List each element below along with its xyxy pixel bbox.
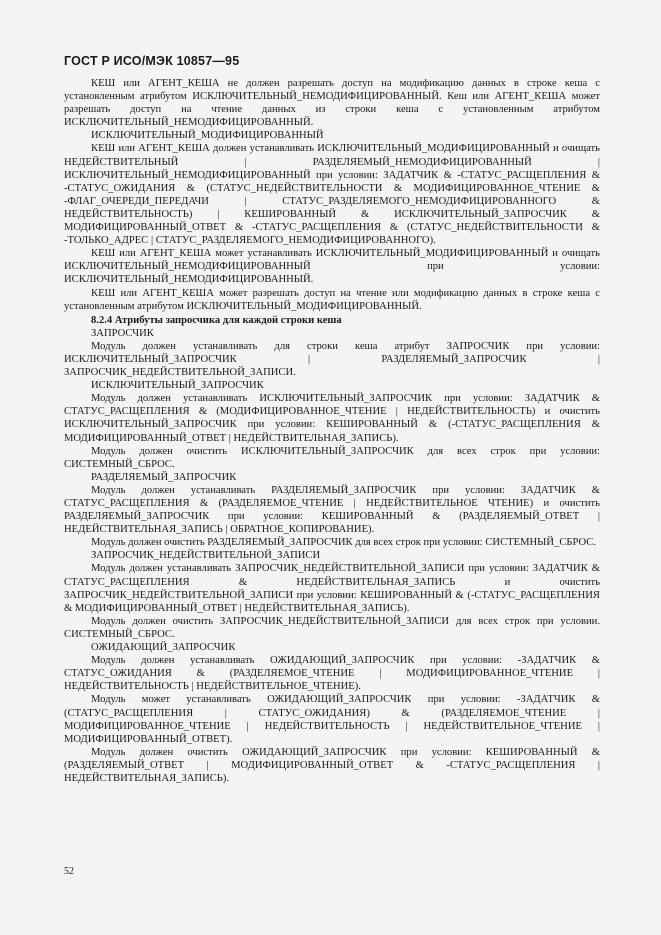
subheading: РАЗДЕЛЯЕМЫЙ_ЗАПРОСЧИК bbox=[91, 471, 237, 483]
paragraph: Модуль должен устанавливать РАЗДЕЛЯЕМЫЙ_ЗАПРОСЧИК при условии: ЗАДАТЧИК & СТАТУС_РАСЩЕПЛЕНИЯ & (РАЗДЕЛЯЕМОЕ_ЧТЕНИЕ | НЕДЕЙСТВИТЕЛЬНОЕ ЧТЕНИЕ) и очистить РАЗДЕЛЯЕМЫЙ_ЗАПРОСЧИК при условии: КЕШИРОВАННЫЙ & (РАЗДЕЛЯЕМЫЙ_ОТВЕТ | НЕДЕЙСТВИТЕЛЬНАЯ_ЗАПИСЬ | ОБРАТНОЕ_КОПИРОВАНИЕ). bbox=[64, 484, 600, 536]
paragraph: Модуль должен устанавливать ЗАПРОСЧИК_НЕДЕЙСТВИТЕЛЬНОЙ_ЗАПИСИ при условии: ЗАДАТЧИК & СТАТУС_РАСЩЕПЛЕНИЯ & НЕДЕЙСТВИТЕЛЬНАЯ_ЗАПИСЬ и очистить ЗАПРОСЧИК_НЕДЕЙСТВИТЕЛЬНОЙ_ЗАПИСИ при условии: КЕШИРОВАННЫЙ & (-СТАТУС_РАСЩЕПЛЕНИЯ & МОДИФИЦИРОВАННЫЙ_ОТВЕТ | НЕДЕЙСТВИТЕЛЬНАЯ_ЗАПИСЬ). bbox=[64, 563, 600, 614]
page-header: ГОСТ Р ИСО/МЭК 10857—95 bbox=[64, 54, 240, 68]
page-number: 52 bbox=[64, 866, 74, 877]
subheading: ИСКЛЮЧИТЕЛЬНЫЙ_ЗАПРОСЧИК bbox=[91, 380, 264, 392]
paragraph: Модуль должен устанавливать ОЖИДАЮЩИЙ_ЗАПРОСЧИК при условии: -ЗАДАТЧИК & СТАТУС_ОЖИДАНИЯ & (РАЗДЕЛЯЕМОЕ_ЧТЕНИЕ | МОДИФИЦИРОВАННОЕ_ЧТЕНИЕ | НЕДЕЙСТВИТЕЛЬНОСТЬ | НЕДЕЙСТВИТЕЛЬНОЕ_ЧТЕНИЕ). bbox=[64, 655, 600, 693]
subheading: ЗАПРОСЧИК_НЕДЕЙСТВИТЕЛЬНОЙ_ЗАПИСИ bbox=[91, 550, 321, 562]
paragraph: Модуль должен очистить ИСКЛЮЧИТЕЛЬНЫЙ_ЗАПРОСЧИК для всех строк при условии: СИСТЕМНЫЙ_СБРОС. bbox=[64, 445, 600, 470]
document-body bbox=[64, 77, 600, 785]
paragraph: Модуль должен очистить ЗАПРОСЧИК_НЕДЕЙСТВИТЕЛЬНОЙ_ЗАПИСИ для всех строк при условии. СИСТЕМНЫЙ_СБРОС. bbox=[64, 615, 600, 640]
section-heading: 8.2.4 Атрибуты запросчика для каждой строки кеша bbox=[91, 314, 342, 326]
subheading: ОЖИДАЮЩИЙ_ЗАПРОСЧИК bbox=[91, 642, 236, 654]
subheading: ИСКЛЮЧИТЕЛЬНЫЙ_МОДИФИЦИРОВАННЫЙ bbox=[91, 130, 324, 142]
paragraph: КЕШ или АГЕНТ_КЕША может разрешать доступ на чтение или модификацию данных в строке кеша с установленным атрибутом ИСКЛЮЧИТЕЛЬНЫЙ_МОДИФИЦИРОВАННЫЙ. bbox=[64, 287, 600, 312]
paragraph: КЕШ или АГЕНТ_КЕША не должен разрешать доступ на модификацию данных в строке кеша с установленным атрибутом ИСКЛЮЧИТЕЛЬНЫЙ_НЕМОДИФИЦИРОВАННЫЙ. Кеш или АГЕНТ_КЕША может разрешать доступ на чтение данных из строки кеша с установленным атрибутом ИСКЛЮЧИТЕЛЬНЫЙ_НЕМОДИФИЦИРОВАННЫЙ. bbox=[64, 78, 600, 129]
paragraph: КЕШ или АГЕНТ_КЕША может устанавливать ИСКЛЮЧИТЕЛЬНЫЙ_МОДИФИЦИРОВАННЫЙ и очищать ИСКЛЮЧИТЕЛЬНЫЙ_НЕМОДИФИЦИРОВАННЫЙ при условии: ИСКЛЮЧИТЕЛЬНЫЙ_НЕМОДИФИЦИРОВАННЫЙ. bbox=[64, 248, 600, 286]
paragraph: Модуль должен устанавливать ИСКЛЮЧИТЕЛЬНЫЙ_ЗАПРОСЧИК при условии: ЗАДАТЧИК & СТАТУС_РАСЩЕПЛЕНИЯ & (МОДИФИЦИРОВАННОЕ_ЧТЕНИЕ | НЕДЕЙСТВИТЕЛЬНОСТЬ) и очистить ИСКЛЮЧИТЕЛЬНЫЙ_ЗАПРОСЧИК при условии: КЕШИРОВАННЫЙ & (-СТАТУС_РАСЩЕПЛЕНИЯ & МОДИФИЦИРОВАННЫЙ_ОТВЕТ | НЕДЕЙСТВИТЕЛЬНАЯ_ЗАПИСЬ). bbox=[64, 393, 600, 444]
paragraph: КЕШ или АГЕНТ_КЕША должен устанавливать ИСКЛЮЧИТЕЛЬНЫЙ_МОДИФИЦИРОВАННЫЙ и очищать НЕДЕЙСТВИТЕЛЬНЫЙ | РАЗДЕЛЯЕМЫЙ_НЕМОДИФИЦИРОВАННЫЙ | ИСКЛЮЧИТЕЛЬНЫЙ_НЕМОДИФИЦИРОВАННЫЙ при условии: ЗАДАТЧИК & -СТАТУС_РАСЩЕПЛЕНИЯ & -СТАТУС_ОЖИДАНИЯ & (СТАТУС_НЕДЕЙСТВИТЕЛЬНОСТИ & МОДИФИЦИРОВАННОЕ_ЧТЕНИЕ & -ФЛАГ_ОЧЕРЕДИ_ПЕРЕДАЧИ | СТАТУС_РАЗДЕЛЯЕМОГО_НЕМОДИФИЦИРОВАННОГО & НЕДЕЙСТВИТЕЛЬНОСТЬ) | КЕШИРОВАННЫЙ & ИСКЛЮЧИТЕЛЬНЫЙ_ЗАПРОСЧИК & МОДИФИЦИРОВАННЫЙ_ОТВЕТ & -СТАТУС_РАСЩЕПЛЕНИЯ & (СТАТУС_НЕДЕЙСТВИТЕЛЬНОСТИ & -ТОЛЬКО_АДРЕС | СТАТУС_РАЗДЕЛЯЕМОГО_НЕМОДИФИЦИРОВАННОГО). bbox=[64, 143, 600, 247]
subheading: ЗАПРОСЧИК bbox=[91, 327, 154, 339]
paragraph: Модуль может устанавливать ОЖИДАЮЩИЙ_ЗАПРОСЧИК при условии: -ЗАДАТЧИК & (СТАТУС_РАСЩЕПЛЕНИЯ | СТАТУС_ОЖИДАНИЯ) & (РАЗДЕЛЯЕМОЕ_ЧТЕНИЕ | МОДИФИЦИРОВАННОЕ_ЧТЕНИЕ | НЕДЕЙСТВИТЕЛЬНОСТЬ | НЕДЕЙСТВИТЕЛЬНОЕ_ЧТЕНИЕ | МОДИФИЦИРОВАННЫЙ_ОТВЕТ). bbox=[64, 694, 600, 745]
paragraph: Модуль должен устанавливать для строки кеша атрибут ЗАПРОСЧИК при условии: ИСКЛЮЧИТЕЛЬНЫЙ_ЗАПРОСЧИК | РАЗДЕЛЯЕМЫЙ_ЗАПРОСЧИК | ЗАПРОСЧИК_НЕДЕЙСТВИТЕЛЬНОЙ_ЗАПИСИ. bbox=[64, 340, 600, 379]
paragraph: Модуль должен очистить ОЖИДАЮЩИЙ_ЗАПРОСЧИК при условии: КЕШИРОВАННЫЙ & (РАЗДЕЛЯЕМЫЙ_ОТВЕТ | МОДИФИЦИРОВАННЫЙ_ОТВЕТ & -СТАТУС_РАСЩЕПЛЕНИЯ | НЕДЕЙСТВИТЕЛЬНАЯ_ЗАПИСЬ). bbox=[64, 746, 600, 784]
paragraph: Модуль должен очистить РАЗДЕЛЯЕМЫЙ_ЗАПРОСЧИК для всех строк при условии: СИСТЕМНЫЙ_СБРОС. bbox=[91, 537, 596, 549]
